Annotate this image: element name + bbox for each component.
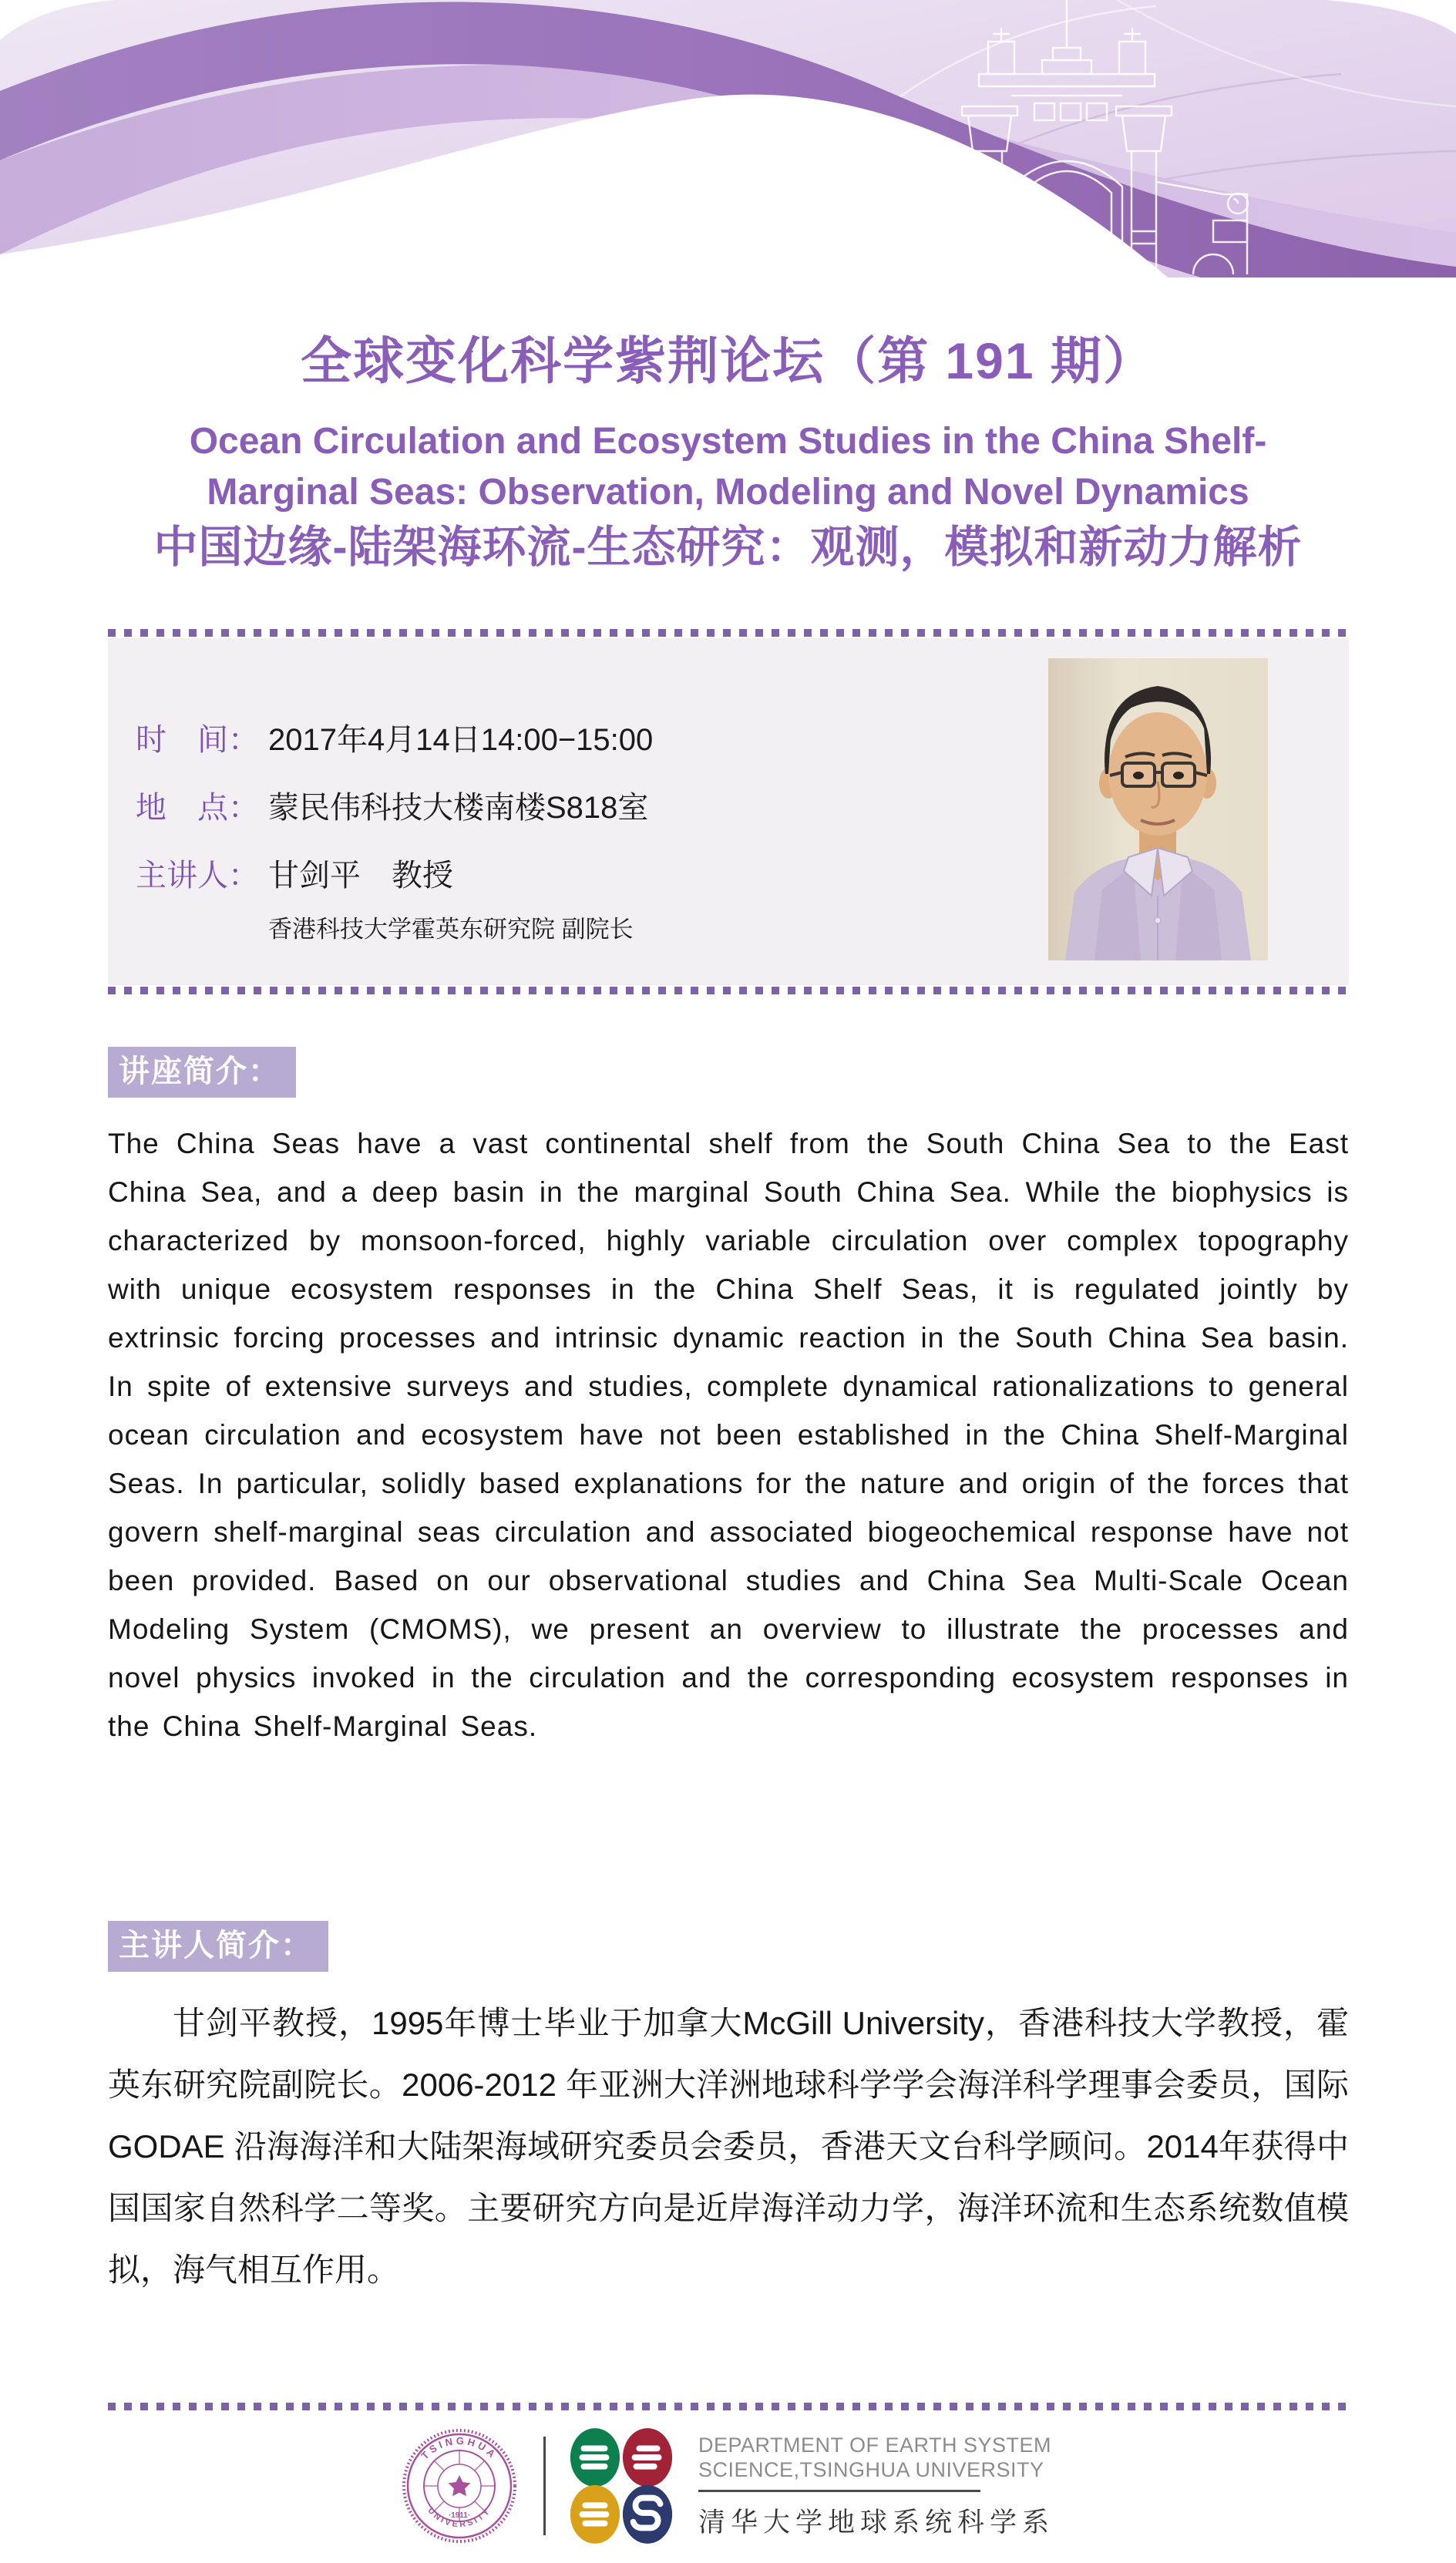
- time-label: 时 间：: [136, 723, 259, 757]
- event-info-box: [108, 638, 1349, 985]
- page-title: 全球变化科学紫荆论坛（第 191 期）: [301, 332, 1155, 389]
- speaker-bio-text: 甘剑平教授，1995年博士毕业于加拿大McGill University，香港科技大学教授，霍英东研究院副院长。2006-2012 年亚洲大洋洲地球科学学会海洋科学理事会委员，国际 GODAE 沿海海洋和大陆架海域研究委员会委员，香港天文台科学顾问。2014年获得中国国家自然科学二等奖。主要研究方向是近岸海洋动力学，海洋环流和生态系统数值模拟，海气相互作用。: [108, 2005, 1349, 2288]
- department-name-chinese: 清华大学地球系统科学系: [698, 2507, 1054, 2538]
- footer-rule: [698, 2490, 980, 2492]
- info-box-top-dashed-border: [108, 629, 1349, 637]
- subtitle-block: [0, 416, 1456, 575]
- department-name-english-line2: SCIENCE,TSINGHUA UNIVERSITY: [698, 2457, 1044, 2481]
- lecture-intro-heading: 讲座简介：: [108, 1047, 296, 1098]
- seal-text-bottom: UNIVERSITY: [425, 2505, 493, 2530]
- banner-wave-graphic: [0, 0, 1456, 277]
- place-value: 蒙民伟科技大楼南楼S818室: [268, 791, 649, 825]
- speaker-label: 主讲人：: [136, 859, 259, 893]
- place-label: 地 点：: [136, 791, 259, 825]
- tsinghua-university-seal-icon: [402, 2428, 517, 2544]
- lecture-abstract-text: The China Seas have a vast continental shelf from the South China Sea to the East China Sea, and a deep basin in the marginal South China Sea. While the biophysics is characterized by monsoon-forced, highly variable circulation over complex topography with unique ecosystem responses in the China Shelf Seas, it is regulated jointly by extrinsic forcing processes and intrinsic dynamic reaction in the South China Sea basin. In spite of extensive surveys and studies, complete dynamical rationalizations to general ocean circulation and ecosystem have not been established in the China Shelf-Marginal Seas. In particular, solidly based explanations for the nature and origin of the forces that govern shelf-marginal seas circulation and associated biogeochemical response have not been provided. Based on our observational studies and China Sea Multi-Scale Ocean Modeling System (CMOMS), we present an overview to illustrate the processes and novel physics invoked in the circulation and the corresponding ecosystem responses in the China Shelf-Marginal Seas.: [108, 1128, 1349, 1742]
- speaker-row: [136, 851, 453, 895]
- seal-year: ·1911·: [448, 2511, 471, 2520]
- footer: [0, 2420, 1456, 2551]
- seal-text-top: TSINGHUA: [419, 2434, 500, 2462]
- footer-dashed-separator: [108, 2403, 1349, 2410]
- footer-department-text: [698, 2433, 1054, 2540]
- title-english-line2: Marginal Seas: Observation, Modeling and Novel Dynamics: [207, 472, 1249, 513]
- speaker-affiliation: 香港科技大学霍英东研究院 副院长: [268, 916, 634, 943]
- footer-vertical-divider: [543, 2437, 546, 2535]
- title-english-line1: Ocean Circulation and Ecosystem Studies in the China Shelf-: [189, 421, 1267, 462]
- seal-star-icon: [449, 2475, 471, 2496]
- time-value: 2017年4月14日14:00−15:00: [268, 723, 654, 757]
- speaker-photo: [1048, 658, 1268, 960]
- title-chinese-subtitle: 中国边缘-陆架海环流-生态研究：观测，模拟和新动力解析: [153, 523, 1303, 572]
- earth-system-science-logo-icon: [567, 2426, 675, 2546]
- place-row: [136, 783, 648, 827]
- department-name-english-line1: DEPARTMENT OF EARTH SYSTEM: [698, 2433, 1052, 2457]
- time-row: [136, 715, 653, 759]
- speaker-intro-heading: 主讲人简介：: [108, 1921, 328, 1972]
- info-box-bottom-dashed-border: [108, 987, 1349, 994]
- speaker-name: 甘剑平 教授: [268, 859, 453, 893]
